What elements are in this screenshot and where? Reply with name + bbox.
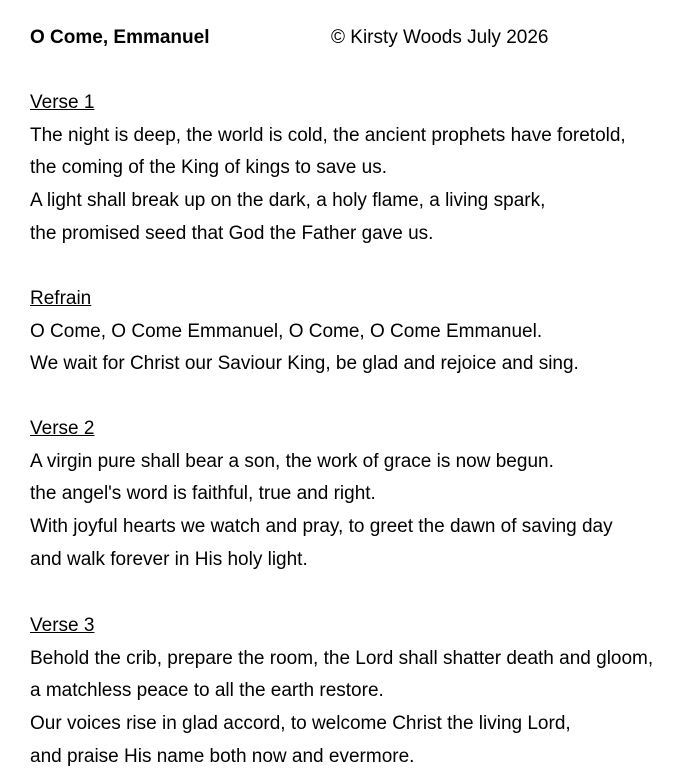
verse-3-line-1: Behold the crib, prepare the room, the Lord shall shatter death and gloom,: [30, 647, 654, 669]
verse-1-line-2: the coming of the King of kings to save us.: [30, 157, 387, 179]
refrain-line-2: We wait for Christ our Saviour King, be glad and rejoice and sing.: [30, 353, 579, 375]
document-header: [30, 24, 697, 52]
refrain-line-1: O Come, O Come Emmanuel, O Come, O Come Emmanuel.: [30, 320, 543, 342]
refrain-section: [30, 283, 697, 381]
verse-2-section: [30, 413, 697, 577]
copyright-notice: © Kirsty Woods July 2026: [331, 27, 549, 48]
verse-3-heading: Verse 3: [30, 615, 95, 636]
song-title: O Come, Emmanuel: [30, 27, 210, 48]
verse-2-line-3: With joyful hearts we watch and pray, to greet the dawn of saving day: [30, 516, 613, 538]
verse-2-line-2: the angel's word is faithful, true and right.: [30, 483, 376, 505]
verse-1-section: [30, 87, 697, 251]
refrain-heading: Refrain: [30, 288, 92, 309]
verse-1-line-3: A light shall break up on the dark, a holy flame, a living spark,: [30, 190, 546, 212]
verse-3-line-2: a matchless peace to all the earth restore.: [30, 680, 384, 702]
verse-3-section: [30, 610, 697, 774]
verse-2-heading: Verse 2: [30, 418, 95, 439]
verse-2-line-1: A virgin pure shall bear a son, the work of grace is now begun.: [30, 450, 554, 472]
verse-3-line-3: Our voices rise in glad accord, to welcome Christ the living Lord,: [30, 713, 571, 735]
verse-2-line-4: and walk forever in His holy light.: [30, 548, 308, 570]
verse-3-line-4: and praise His name both now and evermore.: [30, 745, 415, 767]
verse-1-line-4: the promised seed that God the Father gave us.: [30, 222, 434, 244]
verse-1-line-1: The night is deep, the world is cold, the ancient prophets have foretold,: [30, 124, 626, 146]
verse-1-heading: Verse 1: [30, 92, 95, 113]
